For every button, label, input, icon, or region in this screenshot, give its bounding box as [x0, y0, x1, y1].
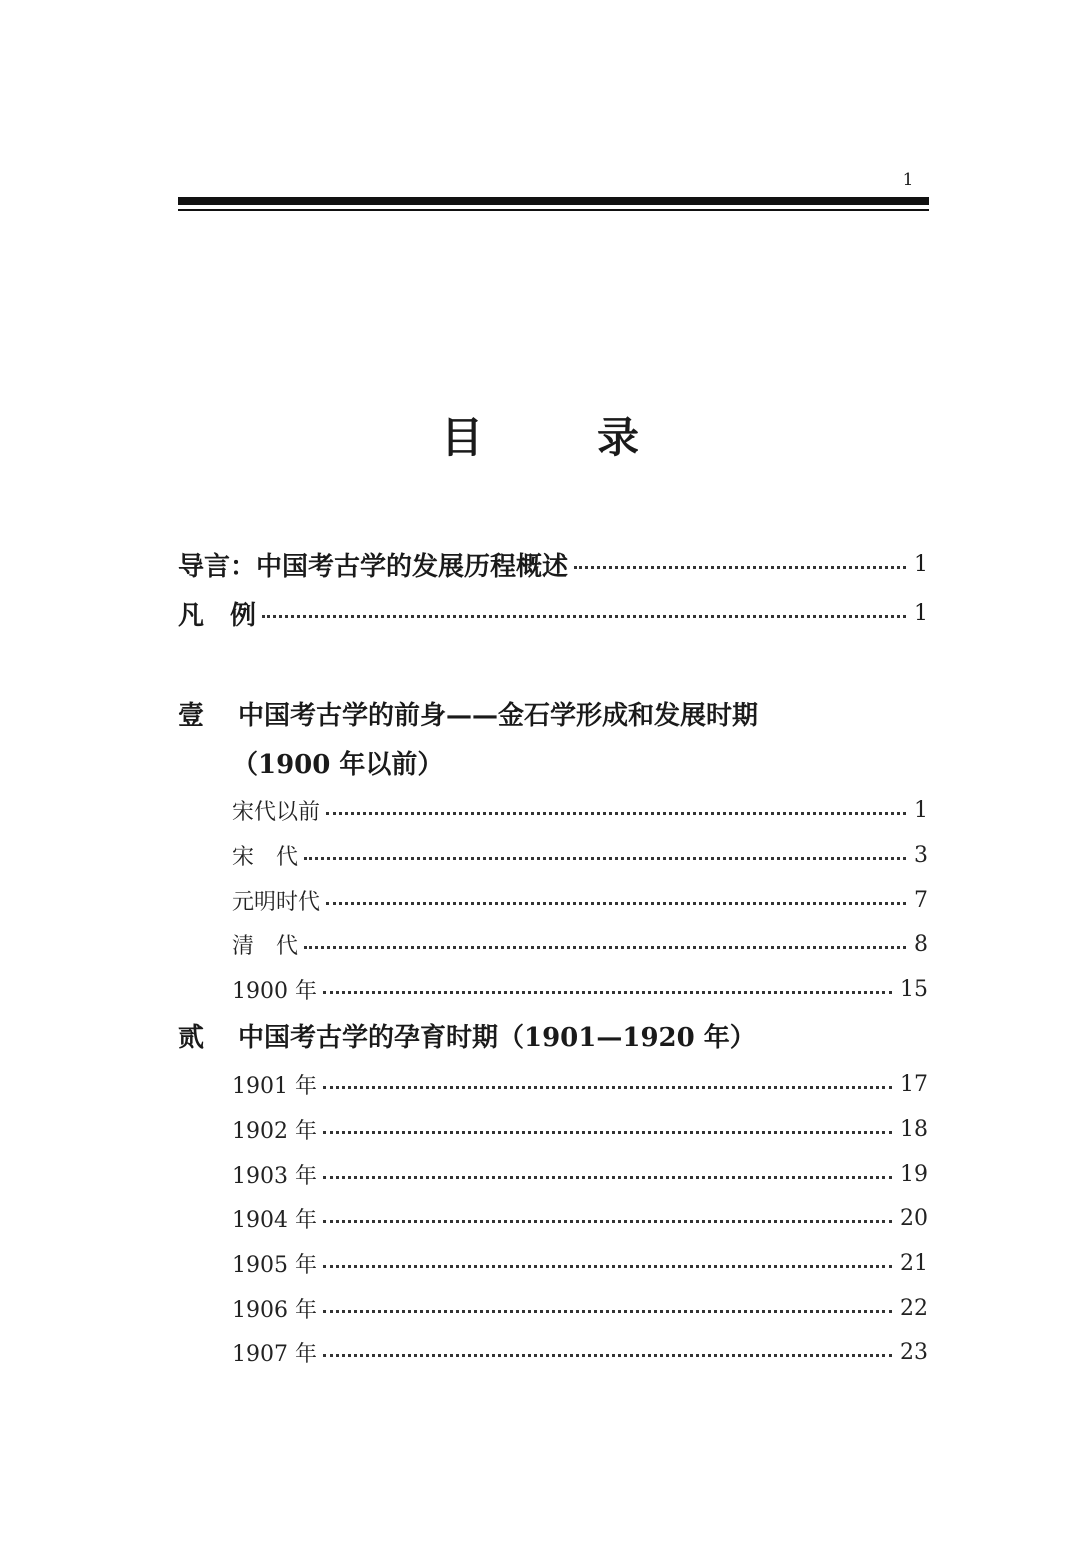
dot-leader [262, 615, 906, 618]
toc-entry[interactable] [232, 922, 928, 966]
toc-entry-page: 21 [900, 1250, 928, 1276]
toc-entry-page: 18 [900, 1116, 928, 1142]
dot-leader [323, 1131, 892, 1134]
header-rule-thin [178, 209, 929, 211]
dot-leader [326, 812, 906, 815]
part-heading-2[interactable] [178, 1017, 756, 1054]
part-title-continued: （1900 年以前） [232, 750, 444, 780]
toc-entry-page: 23 [900, 1339, 928, 1365]
toc-entry-page: 22 [900, 1295, 928, 1321]
dot-leader [326, 902, 906, 905]
toc-entry-page: 15 [900, 976, 928, 1002]
toc-entry-label: 元明时代 [232, 889, 321, 915]
dot-leader [323, 1310, 892, 1313]
toc-entry-page: 7 [914, 887, 928, 913]
toc-entry[interactable] [232, 1241, 928, 1285]
toc-title: 目 录 [440, 413, 675, 462]
toc-entry[interactable] [232, 1330, 928, 1374]
toc-entry-label: 宋 代 [232, 844, 299, 870]
dot-leader [323, 1265, 892, 1268]
toc-entry[interactable] [232, 967, 928, 1011]
toc-entry-conventions[interactable] [178, 591, 928, 635]
toc-entry[interactable] [232, 1062, 928, 1106]
toc-entry-page: 3 [914, 842, 928, 868]
toc-entry-page: 1 [914, 600, 928, 626]
toc-entry-page: 20 [900, 1205, 928, 1231]
toc-entry-label: 1901 年 [232, 1073, 317, 1099]
toc-entry-label: 1907 年 [232, 1341, 317, 1367]
toc-entry-introduction[interactable] [178, 542, 928, 586]
toc-entry-page: 1 [914, 551, 928, 577]
toc-entry[interactable] [232, 788, 928, 832]
dot-leader [304, 946, 906, 949]
toc-entry[interactable] [232, 1196, 928, 1240]
toc-entry[interactable] [232, 1107, 928, 1151]
toc-entry-label: 凡 例 [178, 600, 257, 631]
toc-entry-page: 17 [900, 1071, 928, 1097]
toc-entry-label: 1903 年 [232, 1163, 317, 1189]
part-heading-1[interactable] [178, 695, 758, 732]
toc-entry[interactable] [232, 833, 928, 877]
toc-entry[interactable] [232, 878, 928, 922]
toc-entry-page: 8 [914, 931, 928, 957]
dot-leader [323, 1176, 892, 1179]
dot-leader [323, 1354, 892, 1357]
toc-entry-label: 宋代以前 [232, 799, 321, 825]
part-number: 壹 [178, 701, 205, 731]
header-rule-thick [178, 197, 929, 205]
toc-entry-page: 1 [914, 797, 928, 823]
toc-entry-label: 导言：中国考古学的发展历程概述 [178, 551, 569, 582]
dot-leader [304, 857, 906, 860]
part-number: 贰 [178, 1023, 205, 1053]
toc-entry[interactable] [232, 1286, 928, 1330]
dot-leader [323, 991, 892, 994]
part-title: 中国考古学的前身——金石学形成和发展时期 [238, 701, 759, 731]
dot-leader [323, 1086, 892, 1089]
toc-entry-label: 1900 年 [232, 978, 317, 1004]
part-title: 中国考古学的孕育时期（1901—1920 年） [238, 1023, 756, 1053]
toc-entry-page: 19 [900, 1161, 928, 1187]
toc-entry-label: 1902 年 [232, 1118, 317, 1144]
dot-leader [574, 566, 906, 569]
toc-entry-label: 清 代 [232, 933, 299, 959]
toc-entry[interactable] [232, 1152, 928, 1196]
toc-entry-label: 1905 年 [232, 1252, 317, 1278]
dot-leader [323, 1220, 892, 1223]
toc-entry-label: 1904 年 [232, 1207, 317, 1233]
toc-entry-label: 1906 年 [232, 1297, 317, 1323]
page-number: 1 [902, 170, 914, 190]
